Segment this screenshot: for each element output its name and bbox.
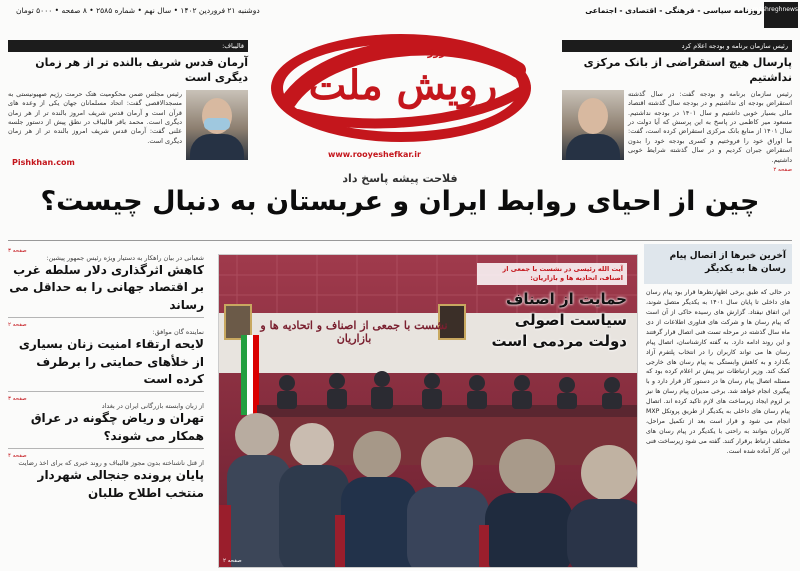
corner-watermark-logo: mashreghnews [764, 2, 798, 28]
right-story-page: صفحه ۲ [773, 167, 792, 174]
top-info-strip [0, 2, 800, 20]
left-story-kicker: قالیباف: [8, 40, 248, 52]
photo-overlay-caption [477, 263, 627, 352]
date-issue: دوشنبه ۲۱ فروردین ۱۴۰۲ • سال نهم • شماره ۲۵۸۵ • ۸ صفحه • ۵۰۰۰ تومان [16, 6, 260, 15]
masthead-top-word: روزنامه [408, 44, 446, 58]
right-news-column [644, 244, 792, 569]
list-item [8, 449, 204, 505]
masthead [258, 22, 544, 166]
item-page-ref: صفحه ۳ [8, 396, 27, 403]
right-top-story [562, 40, 792, 174]
photo-page-ref: صفحه ۲ [223, 558, 242, 564]
right-story-kicker: رئیس سازمان برنامه و بودجه اعلام کرد [562, 40, 792, 52]
item-title: کاهش اثرگذاری دلار سلطه غرب بر اقتصاد جهانی را به حداقل می رساند [9, 263, 204, 312]
right-column-heading: آخرین خبرها از اتصال پیام رسان ها به یکدیگر [644, 244, 792, 284]
right-story-text: رئیس سازمان برنامه و بودجه گفت: در سال گذشته استقراض بودجه ای نداشتیم و در بودجه سال گذشته اقتصاد مالی بسیار خوبی داشتیم و سال ۱۴۰۱ در بودجه نداشتیم. مسعود میر کاظمی در پاسخ به این پرسش که آیا دولت در سال ۱۴۰۱ از منابع بانک مرکزی استقراض کرده است، گفت: ما اوراق خود را فروختیم و کسری بودجه خود را بدون استقراض جبران کردیم و در سال گذشته شرایط خوبی داشتیم. [628, 89, 792, 164]
portrait-photo [562, 90, 624, 160]
item-title: تهران و ریاض چگونه در عراق همکار می شوند؟ [30, 411, 204, 443]
right-column-text: در حالی که طبق برخی اظهارنظرها قرار بود پیام رسان های داخلی تا پایان سال ۱۴۰۱ به یکدیگر متصل شوند، این اتفاق نیفتاد. گزارش های رسیده حاکی از آن است که پیام رسان ها و شرکت های فناوری اطلاعات از دی ماه سال گذشته در مرحله تست فنی اتصال قرار گرفتند و این روند ادامه دارد. به گفته کارشناسان، اتصال پیام رسان ها می تواند کاربران را در انتخاب پلتفرم آزاد بگذارد و به کاهش وابستگی به پیام رسان های خارجی کمک کند. وزیر ارتباطات نیز پیش تر اعلام کرده بود که مسئله اتصال پیام رسان ها در دستور کار قرار دارد و با پیگیری انجام خواهد شد. برخی مدیران پیام رسان ها نیز بر لزوم ایجاد زیرساخت های لازم تاکید کرده اند. اتصال پیام رسان های داخلی به یکدیگر از طریق پروتکل MXP انجام می شود و قرار است بعد از تکمیل مراحل، کاربران بتوانند به راحتی با یکدیگر در پیام رسان های مختلف ارتباط برقرار کنند. گفته می شود زیرساخت فنی این کار آماده شده است. [646, 289, 790, 455]
masked-portrait-photo [186, 90, 248, 160]
item-title: پایان پرونده جنجالی شهردار منتخب اطلاح طلبان [37, 468, 204, 500]
overlay-title: حمایت از اصناف سیاست اصولی دولت مردمی است [491, 290, 627, 351]
paper-type: روزنامه سیاسی - فرهنگی - اقتصادی - اجتماعی [585, 6, 762, 15]
item-page-ref: صفحه ۴ [8, 453, 27, 460]
list-item [8, 392, 204, 449]
item-kicker: از قتل ناشناخته بدون مجوز قالیباف و روند خبری که برای اخذ رضایت [18, 459, 204, 468]
pishkhan-credit: Pishkhan.com [12, 158, 75, 167]
right-story-title: پارسال هیچ استقراضی از بانک مرکزی نداشتیم [583, 56, 792, 84]
item-kicker: شعبانی در بیان راهکار به دستیار ویژه رئیس جمهور پیشین: [46, 254, 204, 262]
left-story-text: رئیس مجلس ضمن محکومیت هتک حرمت رژیم صهیونیستی به مسجدالاقصی گفت: اتحاد مسلمانان جهان یکی از وعده های قرآن است و آرمان قدس شریف امروز بالنده تر از هر زمان دیگری است. محمد باقر قالیباف در نطق پیش از دستور جلسه علنی گفت: آرمان قدس شریف امروز بالنده تر از هر زمان دیگری است. [8, 89, 182, 145]
item-kicker: از زبان وابسته بازرگانی ایران در بغداد [101, 402, 204, 411]
left-story-title: آرمان قدس شریف بالنده تر از هر زمان دیگری است [35, 56, 248, 84]
left-news-column [8, 244, 204, 569]
item-page-ref: صفحه ۳ [8, 248, 27, 254]
main-headline: چین از احیای روابط ایران و عربستان به دنبال چیست؟ [40, 186, 760, 217]
item-kicker: نماینده گان موافق: [152, 328, 204, 337]
list-item [8, 318, 204, 392]
item-page-ref: صفحه ۲ [8, 322, 27, 329]
headline-kicker: فلاحت پیشه پاسخ داد [342, 172, 458, 185]
left-top-story [8, 40, 248, 170]
main-news-photo [218, 254, 638, 568]
list-item [8, 244, 204, 318]
site-url: www.rooyeshefkar.ir [328, 150, 421, 159]
item-title: لایحه ارتقاء امنیت زنان بسیاری از خلأهای حمایتی را برطرف کرده است [18, 337, 204, 386]
headline-divider [8, 240, 792, 241]
photo-banner-text: نشست با جمعی از اصناف و اتحادیه ها و بازاریان [260, 319, 448, 345]
masthead-name: رویش ملت [308, 62, 498, 109]
overlay-kicker: آیت الله رئیسی در نشست با جمعی از اصناف، اتحادیه ها و بازاریان: [477, 263, 627, 285]
